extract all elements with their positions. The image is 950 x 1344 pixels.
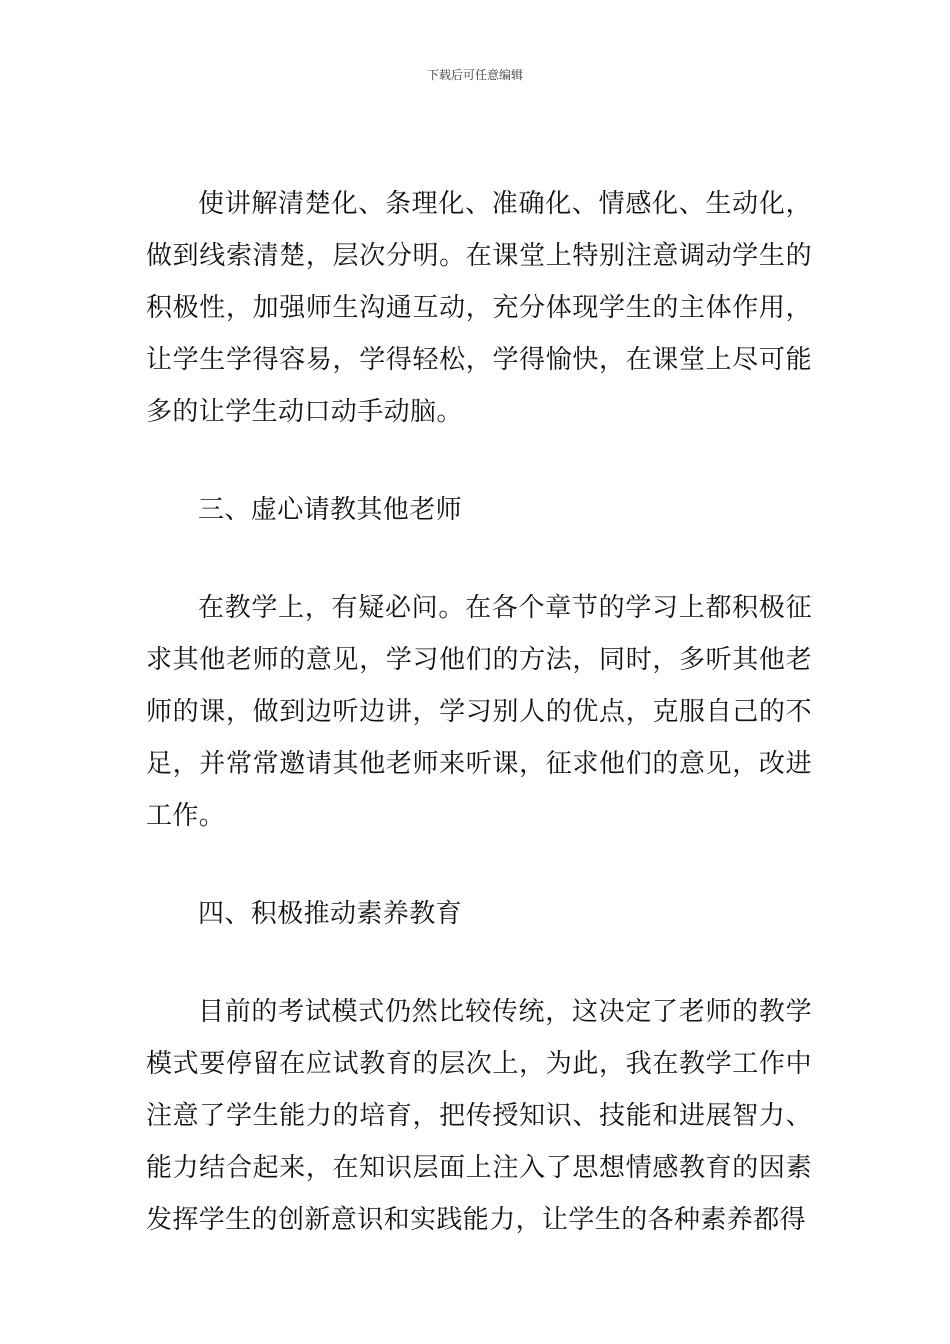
paragraph-teaching-method: 使讲解清楚化、条理化、准确化、情感化、生动化，做到线索清楚，层次分明。在课堂上特别注意调动学生的积极性，加强师生沟通互动，充分体现学生的主体作用，让学生学得容易，学得轻松，学得愉快，在课堂上尽可能多的让学生动口动手动脑。 [146, 189, 812, 427]
section-heading-three: 三、虚心请教其他老师 [198, 495, 463, 525]
document-body [146, 178, 812, 1246]
section-heading-four: 四、积极推动素养教育 [198, 899, 463, 929]
page-header-note: 下载后可任意编辑 [426, 68, 523, 82]
paragraph-consult-teachers: 在教学上，有疑必问。在各个章节的学习上都积极征求其他老师的意见，学习他们的方法，同时，多听其他老师的课，做到边听边讲，学习别人的优点，克服自己的不足，并常常邀请其他老师来听课，征求他们的意见，改进工作。 [146, 593, 812, 831]
paragraph-quality-education: 目前的考试模式仍然比较传统，这决定了老师的教学模式要停留在应试教育的层次上，为此，我在教学工作中注意了学生能力的培育，把传授知识、技能和进展智力、能力结合起来，在知识层面上注入了思想情感教育的因素发挥学生的创新意识和实践能力，让学生的各种素养都得 [146, 997, 812, 1235]
